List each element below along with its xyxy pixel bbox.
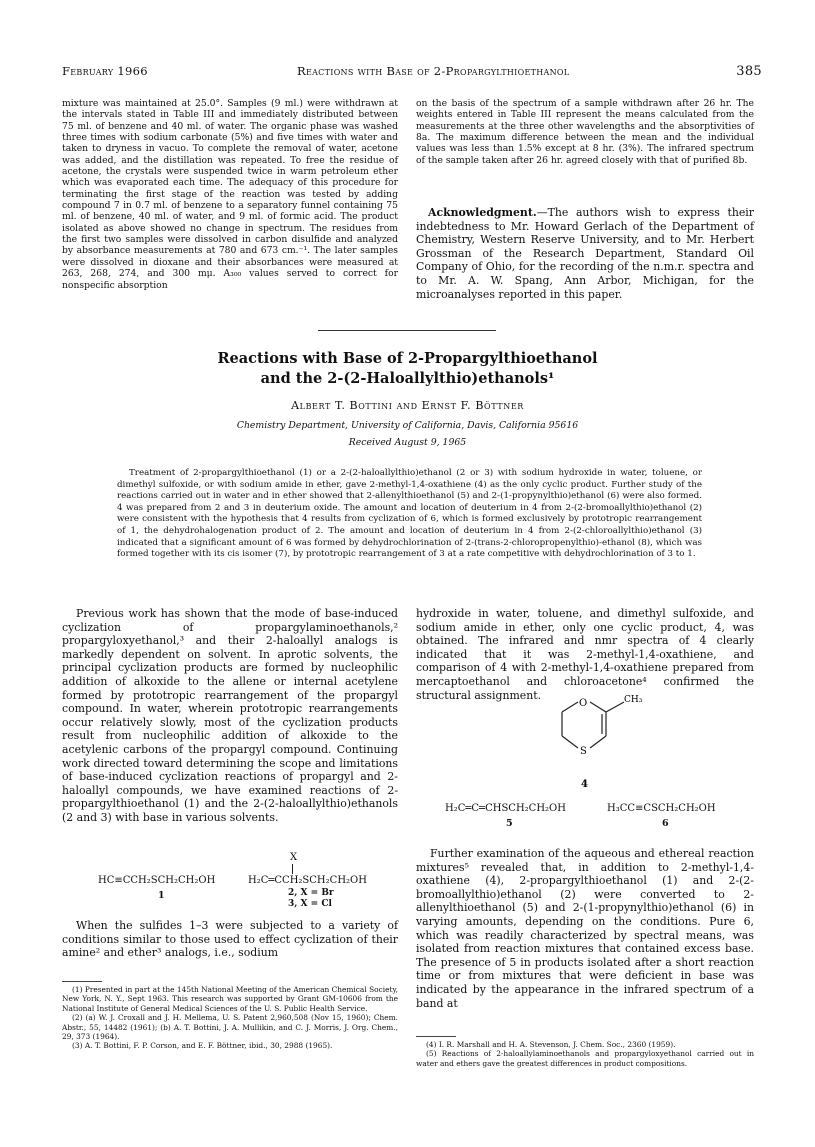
ring-bond	[562, 736, 578, 748]
footnotes-left	[62, 985, 398, 1051]
footnotes-right	[416, 1040, 754, 1068]
received-date: Received August 9, 1965	[348, 437, 467, 448]
sulfides-paragraph: When the sulfides 1–3 were subjected to a variety of conditions similar to those used to effect cyclization of their amine² and ether³ analogs, i.e., sodium	[62, 919, 398, 960]
compound-6-label: 6	[662, 818, 669, 829]
footnote-3: (3) A. T. Bottini, F. P. Corson, and E. F. Böttner, ibid., 30, 2988 (1965).	[72, 1041, 333, 1051]
ring-sulfur: S	[580, 746, 587, 757]
acknowledgment-heading: Acknowledgment.	[428, 206, 537, 219]
bond-line	[292, 864, 293, 874]
experimental-continuation	[62, 98, 398, 291]
footnote-rule-right	[416, 1036, 456, 1037]
compound-4-structure	[530, 690, 680, 802]
body-right-column	[416, 607, 754, 702]
header-title: Reactions with Base of 2-Propargylthioethanol	[297, 64, 570, 78]
compound-1-label: 1	[158, 890, 165, 901]
experimental-continuation-right	[416, 98, 754, 166]
article-title-line1: Reactions with Base of 2-Propargylthioethanol	[217, 350, 598, 367]
footnote-rule-left	[62, 981, 102, 982]
footnote-5: (5) Reactions of 2-haloallylaminoethanols and propargyloxyethanol carried out in water and ethers gave the greatest differences in product compositions.	[416, 1049, 754, 1068]
experimental-paragraph: mixture was maintained at 25.0°. Samples (9 ml.) were withdrawn at the intervals stated in Table III and immediately distributed between 75 ml. of benzene and 40 ml. of water. The organic phase was washed three times with sodium carbonate (5%) and five times with water and taken to dryness in vacuo. To complete the removal of water, acetone was added, and the distillation was repeated. To free the residue of acetone, the crystals were suspended twice in warm petroleum ether which was evaporated each time. The adequacy of this procedure for terminating the first stage of the reaction was tested by adding compound 7 in 0.7 ml. of benzene to a separatory funnel containing 75 ml. of benzene, 40 ml. of water, and 9 ml. of formic acid. The product isolated as above showed no change in spectrum. The residues from the first two samples were dissolved in carbon disulfide and analyzed by absorbance measurements at 780 and 673 cm.⁻¹. The later samples were dissolved in dioxane and their absorbances were measured at 263, 268, 274, and 300 mμ. A₃₀₀ values served to correct for nonspecific absorption	[62, 98, 398, 291]
abstract	[117, 468, 702, 561]
compound-3-label: 3, X = Cl	[288, 899, 332, 909]
section-divider	[318, 330, 496, 331]
halogen-substituent-x: X	[290, 852, 298, 863]
ring-bond	[590, 702, 606, 712]
compound-6-formula: H₃CC≡CSCH₂CH₂OH	[607, 803, 716, 814]
further-examination-paragraph: Further examination of the aqueous and ethereal reaction mixtures⁵ revealed that, in addition to 2-methyl-1,4-oxathiene (4), 2-propargylthioethanol (1) and 2-(2-bromoallylthio)ethanol (2) were converted to 2-allenylthioethanol (5) and 2-(1-propynylthio)ethanol (6) in varying amounts, depending on the conditions. Pure 6, which was readily characterized by spectral means, was isolated from reaction mixtures that contained excess base. The presence of 5 in products isolated after a short reaction time or from mixtures that were deficient in base was indicated by the appearance in the infrared spectrum of a band at	[416, 847, 754, 1010]
article-title	[0, 349, 815, 389]
intro-paragraph: Previous work has shown that the mode of base-induced cyclization of propargylaminoethanols,² propargyloxyethanol,³ and their 2-haloallyl analogs is markedly dependent on solvent. In aprotic solvents, the principal cyclization products are formed by nucleophilic addition of alkoxide to the allene or internal acetylene formed by prototropic rearrangement of the propargyl compound. In water, wherein prototropic rearrangements occur relatively slowly, most of the cyclization products result from nucleophilic addition of alkoxide to the acetylenic carbons of the propargyl compound. Continuing work directed toward determining the scope and limitations of base-induced cyclization reactions of propargyl and 2-haloallyl compounds, we have examined reactions of 2-propargylthioethanol (1) and the 2-(2-haloallylthio)ethanols (2 and 3) with base in various solvents.	[62, 607, 398, 824]
body-right-column-2	[416, 847, 754, 1010]
compound-5-label: 5	[506, 818, 513, 829]
footnote-2: (2) (a) W. J. Croxall and J. H. Mellema, U. S. Patent 2,960,508 (Nov 15, 1960); Chem. Abstr., 55, 14482 (1961); (b) A. T. Bottini, J. A. Mullikin, and C. J. Morris, J. Org. Chem., 29, 373 (1964).	[62, 1013, 398, 1042]
compound-2-label: 2, X = Br	[288, 888, 334, 898]
ring-bond	[562, 702, 578, 712]
ring-oxygen: O	[579, 698, 588, 709]
body-left-column	[62, 607, 398, 825]
experimental-paragraph-right: on the basis of the spectrum of a sample withdrawn after 26 hr. The weights entered in Table III represent the means calculated from the measurements at the three other wavelengths and the absorptivities of 8a. The maximum difference between the mean and the individual values was less than 1.5% except at 8 hr. (3%). The infrared spectrum of the sample taken after 26 hr. agreed closely with that of purified 8b.	[416, 98, 754, 166]
methyl-bond	[606, 702, 624, 712]
compound-5-formula: H₂C═C═CHSCH₂CH₂OH	[445, 803, 566, 814]
acknowledgment-section	[416, 206, 754, 301]
abstract-text: Treatment of 2-propargylthioethanol (1) or a 2-(2-haloallylthio)ethanol (2 or 3) with sodium hydroxide in water, toluene, or dimethyl sulfoxide, or with sodium amide in ether, gave 2-methyl-1,4-oxathiene (4) as the only cyclic product. Further study of the reactions carried out in water and in ether showed that 2-allenylthioethanol (5) and 2-(1-propynylthio)ethanol (6) were also formed. 4 was prepared from 2 and 3 in deuterium oxide. The amount and location of deuterium in 4 from 2-(2-bromoallylthio)ethanol (2) were consistent with the hypothesis that 4 results from cyclization of 6, which is formed exclusively by prototropic rearrangement of 1, the dehydrohalogenation product of 2. The amount and location of deuterium in 4 from 2-(2-chloroallylthio)ethanol (3) indicated that a significant amount of 6 was formed by dehydrochlorination of 2-(trans-2-chloropropenylthio)-ethanol (8), which was formed together with its cis isomer (7), by prototropic rearrangement of 3 at a rate competitive with dehydrochlorination of 3 to 1.	[117, 468, 702, 560]
footnote-1: (1) Presented in part at the 145th National Meeting of the American Chemical Society, New York, N. Y., Sept 1963. This research was supported by Grant GM-10606 from the National Institute of General Medical Sciences of the U. S. Public Health Service.	[62, 985, 398, 1013]
article-title-line2: and the 2-(2-Haloallylthio)ethanols¹	[260, 370, 555, 387]
footnote-4: (4) I. R. Marshall and H. A. Stevenson, J. Chem. Soc., 2360 (1959).	[426, 1040, 676, 1049]
methyl-group: CH₃	[624, 695, 643, 705]
product-paragraph: hydroxide in water, toluene, and dimethyl sulfoxide, and sodium amide in ether, only one cyclic product, 4, was obtained. The infrared and nmr spectra of 4 clearly indicated that it was 2-methyl-1,4-oxathiene, and comparison of 4 with 2-methyl-1,4-oxathiene prepared from mercaptoethanol and chloroacetone⁴ confirmed the structural assignment.	[416, 607, 754, 702]
compound-4-label: 4	[581, 779, 588, 790]
compound-2-3-formula: H₂C═CCH₂SCH₂CH₂OH	[248, 875, 367, 886]
header-date: February 1966	[62, 64, 148, 78]
compound-1-formula: HC≡CCH₂SCH₂CH₂OH	[98, 875, 216, 886]
authors: Albert T. Bottini and Ernst F. Böttner	[291, 399, 524, 412]
ring-bond	[590, 736, 606, 748]
page-number: 385	[736, 64, 762, 79]
body-left-column-2	[62, 919, 398, 960]
affiliation: Chemistry Department, University of California, Davis, California 95616	[236, 420, 579, 431]
acknowledgment-text: —The authors wish to express their indebtedness to Mr. Howard Gerlach of the Department of Chemistry, Western Reserve University, and to Mr. Herbert Grossman of the Research Department, Standard Oil Company of Ohio, for the recording of the n.m.r. spectra and to Mr. A. W. Spang, Ann Arbor, Michigan, for the microanalyses reported in this paper.	[416, 206, 754, 301]
